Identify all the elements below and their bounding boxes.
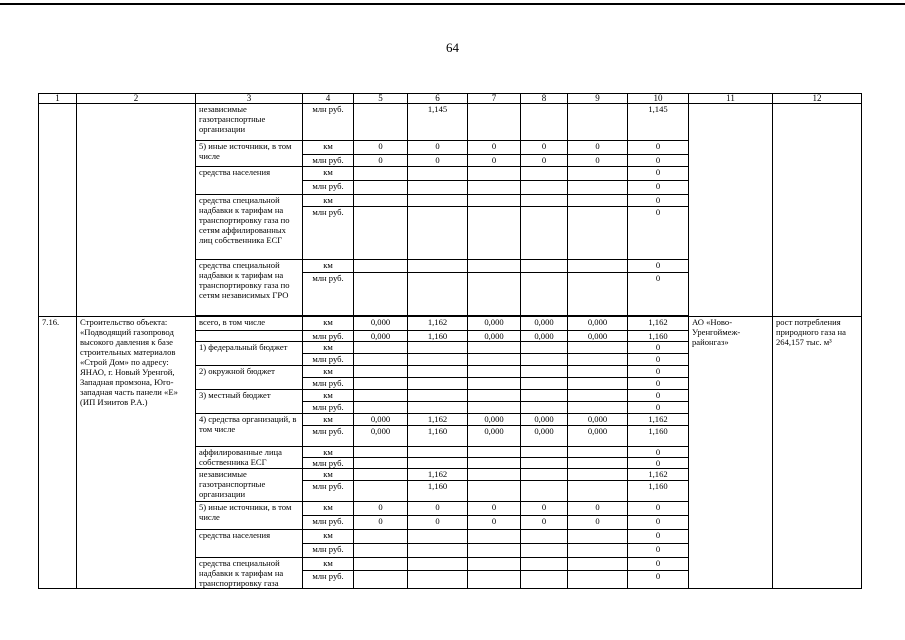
value-cell: 0: [628, 342, 689, 354]
source-label: всего, в том числе: [196, 317, 303, 331]
source-label: 4) средства организаций, в том числе: [196, 414, 303, 447]
header-cell: 9: [568, 94, 628, 104]
unit-cell: км: [303, 469, 354, 481]
source-label: 3) местный бюджет: [196, 390, 303, 414]
value-cell: 0: [628, 260, 689, 273]
value-cell: 0: [628, 402, 689, 414]
value-cell: 0: [408, 516, 468, 530]
value-cell: 0: [408, 502, 468, 516]
value-cell: 0: [628, 155, 689, 167]
unit-cell: км: [303, 167, 354, 181]
header-cell: 5: [354, 94, 408, 104]
page-number: 64: [446, 40, 459, 55]
value-cell: 0: [468, 155, 521, 167]
value-cell: 0,000: [468, 331, 521, 342]
header-cell: 11: [689, 94, 773, 104]
value-cell: 0,000: [468, 317, 521, 331]
value-cell: 1,162: [408, 414, 468, 426]
source-label: 5) иные источники, в том числе: [196, 141, 303, 167]
value-cell: 0: [628, 544, 689, 558]
value-cell: 0: [468, 516, 521, 530]
value-cell: 1,145: [628, 104, 689, 141]
header-cell: 2: [77, 94, 196, 104]
effect-cell: [773, 104, 862, 317]
value-cell: 0: [628, 354, 689, 366]
value-cell: 0: [354, 155, 408, 167]
source-label: средства специальной надбавки к тарифам на транспортировку газа по сетям аффилированных лиц собственника ЕСГ: [196, 195, 303, 260]
value-cell: 0: [628, 141, 689, 155]
value-cell: 0: [468, 141, 521, 155]
source-label: средства населения: [196, 167, 303, 195]
header-cell: 8: [521, 94, 568, 104]
value-cell: 1,145: [408, 104, 468, 141]
value-cell: 0: [521, 141, 568, 155]
effect-cell: рост потребления природного газа на 264,157 тыс. м³: [773, 317, 862, 589]
value-cell: 0: [354, 516, 408, 530]
source-label: средства специальной надбавки к тарифам на транспортировку газа: [196, 558, 303, 589]
value-cell: 0: [354, 502, 408, 516]
unit-cell: млн руб.: [303, 273, 354, 316]
value-cell: 0: [628, 366, 689, 378]
unit-cell: км: [303, 342, 354, 354]
row-number-cell: 7.16.: [39, 317, 77, 589]
source-label: средства специальной надбавки к тарифам на транспортировку газа по сетям независимых ГРО: [196, 260, 303, 316]
unit-cell: млн руб.: [303, 207, 354, 260]
unit-cell: км: [303, 141, 354, 155]
top-rule: [0, 3, 905, 5]
unit-cell: км: [303, 502, 354, 516]
value-cell: 0,000: [354, 414, 408, 426]
unit-cell: млн руб.: [303, 155, 354, 167]
value-cell: 1,162: [628, 414, 689, 426]
value-cell: 0,000: [354, 317, 408, 331]
value-cell: 0: [628, 378, 689, 390]
value-cell: 0,000: [468, 414, 521, 426]
value-cell: 0: [628, 195, 689, 207]
value-cell: 1,162: [408, 469, 468, 481]
value-cell: 0: [408, 141, 468, 155]
value-cell: 0: [628, 273, 689, 316]
unit-cell: км: [303, 558, 354, 571]
unit-cell: км: [303, 317, 354, 331]
value-cell: 0: [628, 390, 689, 402]
value-cell: 1,160: [408, 331, 468, 342]
value-cell: 1,162: [408, 317, 468, 331]
executor-cell: АО «Ново-Уренгоймеж-районгаз»: [689, 317, 773, 589]
source-label: средства населения: [196, 530, 303, 558]
unit-cell: км: [303, 195, 354, 207]
value-cell: 0: [628, 530, 689, 544]
source-label: независимые газотранспортные организации: [196, 104, 303, 141]
value-cell: 0: [628, 447, 689, 458]
unit-cell: млн руб.: [303, 331, 354, 342]
unit-cell: млн руб.: [303, 104, 354, 141]
unit-cell: млн руб.: [303, 402, 354, 414]
value-cell: 0: [521, 502, 568, 516]
value-cell: 0: [568, 155, 628, 167]
unit-cell: млн руб.: [303, 481, 354, 502]
value-cell: 0: [628, 558, 689, 571]
unit-cell: км: [303, 414, 354, 426]
header-cell: 10: [628, 94, 689, 104]
unit-cell: млн руб.: [303, 458, 354, 469]
row-number-cell: [39, 104, 77, 317]
source-label: аффилированные лица собственника ЕСГ: [196, 447, 303, 469]
value-cell: 0: [628, 570, 689, 588]
value-cell: 0,000: [354, 331, 408, 342]
value-cell: 0: [628, 207, 689, 260]
value-cell: 0: [408, 155, 468, 167]
value-cell: 0: [628, 458, 689, 469]
header-row: [39, 94, 862, 104]
object-cell: Строительство объекта: «Подводящий газопровод высокого давления к базе строительных материалов «Строй Дом» по адресу: ЯНАО, г. Новый Уренгой, Западная промзона, Юго-западная часть панели «Е» (ИП Изиитов Р.А.): [77, 317, 196, 589]
value-cell: 1,160: [628, 331, 689, 342]
value-cell: 1,162: [628, 469, 689, 481]
unit-cell: млн руб.: [303, 354, 354, 366]
value-cell: 0: [521, 155, 568, 167]
value-cell: 0,000: [521, 317, 568, 331]
unit-cell: млн руб.: [303, 516, 354, 530]
value-cell: 0: [568, 141, 628, 155]
object-cell: [77, 104, 196, 317]
value-cell: 0,000: [568, 426, 628, 447]
value-cell: 0,000: [568, 414, 628, 426]
unit-cell: млн руб.: [303, 378, 354, 390]
value-cell: 0: [354, 141, 408, 155]
value-cell: 0,000: [521, 426, 568, 447]
header-cell: 3: [196, 94, 303, 104]
unit-cell: млн руб.: [303, 544, 354, 558]
investment-table: [38, 93, 862, 589]
header-cell: 6: [408, 94, 468, 104]
executor-cell: [689, 104, 773, 317]
value-cell: 0: [568, 516, 628, 530]
table-row: [39, 317, 862, 331]
value-cell: 0: [468, 502, 521, 516]
unit-cell: км: [303, 366, 354, 378]
unit-cell: млн руб.: [303, 181, 354, 195]
value-cell: 1,160: [408, 481, 468, 502]
unit-cell: км: [303, 260, 354, 273]
table-row: [39, 104, 862, 141]
header-cell: 4: [303, 94, 354, 104]
value-cell: 0,000: [354, 426, 408, 447]
value-cell: 1,160: [408, 426, 468, 447]
value-cell: 0: [568, 502, 628, 516]
value-cell: 0,000: [521, 331, 568, 342]
unit-cell: км: [303, 390, 354, 402]
source-label: 5) иные источники, в том числе: [196, 502, 303, 530]
source-label: 2) окружной бюджет: [196, 366, 303, 390]
value-cell: 0: [628, 167, 689, 181]
value-cell: 0: [521, 516, 568, 530]
header-cell: 1: [39, 94, 77, 104]
header-cell: 12: [773, 94, 862, 104]
value-cell: 0: [628, 516, 689, 530]
unit-cell: км: [303, 447, 354, 458]
header-cell: 7: [468, 94, 521, 104]
value-cell: 1,162: [628, 317, 689, 331]
unit-cell: км: [303, 530, 354, 544]
value-cell: 0: [628, 502, 689, 516]
value-cell: 0,000: [568, 317, 628, 331]
source-label: 1) федеральный бюджет: [196, 342, 303, 366]
value-cell: 0,000: [521, 414, 568, 426]
value-cell: 0: [628, 181, 689, 195]
unit-cell: млн руб.: [303, 426, 354, 447]
source-label: независимые газотранспортные организации: [196, 469, 303, 502]
value-cell: 1,160: [628, 426, 689, 447]
value-cell: 0,000: [468, 426, 521, 447]
value-cell: 0,000: [568, 331, 628, 342]
unit-cell: млн руб.: [303, 570, 354, 588]
value-cell: 1,160: [628, 481, 689, 502]
